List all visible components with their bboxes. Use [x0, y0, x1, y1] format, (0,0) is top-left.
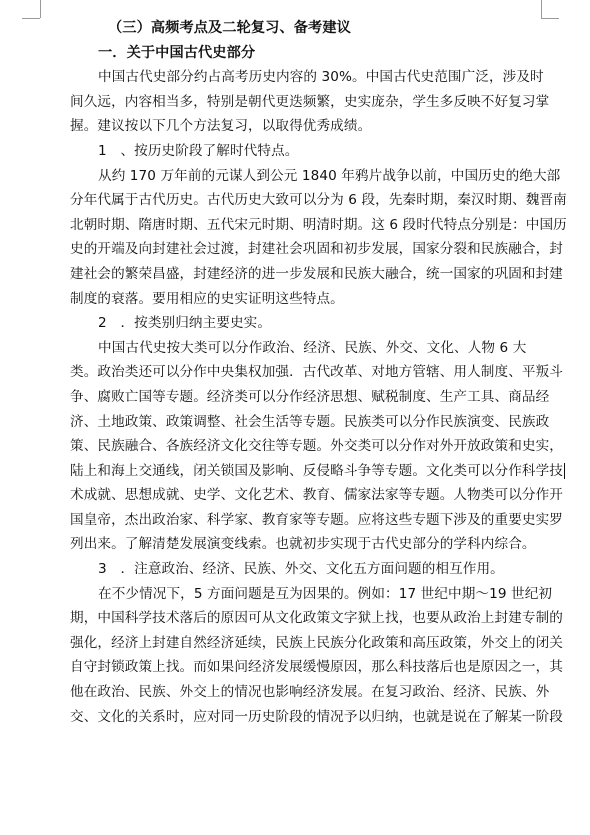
paragraph-line: 自守封锁政策上找。而如果问经济发展缓慢原因，那么科技落后也是原因之一，其 — [70, 659, 563, 676]
paragraph-line-with-cursor — [70, 459, 563, 484]
crop-mark-top-left — [22, 18, 40, 19]
crop-mark-top-left — [40, 0, 41, 18]
section-title: （三）高频考点及二轮复习、备考建议 — [108, 20, 351, 36]
paragraph-line: 期，中国科学技术落后的原因可从文化政策文字狱上找，也要从政治上封建专制的 — [70, 610, 563, 627]
paragraph-line: 分年代属于古代历史。古代历史大致可以分为 6 段，先秦时期，秦汉时期、魏晋南 — [70, 192, 567, 209]
paragraph-line: 建社会的繁荣昌盛，封建经济的进一步发展和民族大融合，统一国家的巩固和封建 — [70, 265, 563, 282]
subsection-title: 一．关于中国古代史部分 — [98, 44, 256, 61]
paragraph-line: 北朝时期、隋唐时期、五代宋元时期、明清时期。这 6 段时代特点分别是：中国历 — [70, 216, 567, 233]
paragraph-line: 在不少情况下，5 方面问题是互为因果的。例如：17 世纪中期～19 世纪初 — [98, 585, 553, 602]
paragraph-line: 制度的衰落。要用相应的史实证明这些特点。 — [70, 290, 344, 307]
paragraph-line: 策、民族融合、各族经济文化交往等专题。外交类可以分作对外开放政策和史实， — [70, 438, 563, 455]
paragraph-line: 类。政治类还可以分作中央集权加强．古代改革、对地方管辖、用人制度、平叛斗 — [70, 364, 563, 381]
paragraph-line: 史的开端及向封建社会过渡，封建社会巩固和初步发展，国家分裂和民族融合，封 — [70, 241, 563, 258]
list-heading: 1 、按历史阶段了解时代特点。 — [98, 142, 299, 159]
paragraph-line: 列出来。了解清楚发展演变线索。也就初步实现于古代史部分的学科内综合。 — [70, 536, 536, 553]
list-heading: 3 ．注意政治、经济、民族、外交、文化五方面问题的相互作用。 — [98, 561, 504, 578]
paragraph-line: 间久远，内容相当多，特别是朝代更迭频繁，史实庞杂，学生多反映不好复习掌 — [70, 93, 550, 110]
paragraph-line: 从约 170 万年前的元谋人到公元 1840 年鸦片战争以前，中国历史的绝大部 — [98, 167, 561, 184]
paragraph-line: 交、文化的关系时，应对同一历史阶段的情况予以归纳，也就是说在了解某一阶段 — [70, 708, 563, 725]
document-body[interactable] — [70, 16, 567, 729]
paragraph-line: 争、腐败亡国等专题。经济类可以分作经济思想、赋税制度、生产工具、商品经 — [70, 388, 550, 405]
text-cursor — [564, 463, 565, 479]
list-heading: 2 ．按类别归纳主要史实。 — [98, 315, 272, 332]
paragraph-line: 中国古代史按大类可以分作政治、经济、民族、外交、文化、人物 6 大 — [98, 339, 527, 356]
paragraph-line: 济、土地政策、政策调整、社会生活等专题。民族类可以分作民族演变、民族政 — [70, 413, 550, 430]
paragraph-line: 国皇帝，杰出政治家、科学家、教育家等专题。应将这些专题下涉及的重要史实罗 — [70, 511, 563, 528]
paragraph-line: 握。建议按以下几个方法复习，以取得优秀成绩。 — [70, 118, 372, 135]
paragraph-line: 术成就、思想成就、史学、文化艺术、教育、儒家法家等专题。人物类可以分作开 — [70, 487, 563, 504]
paragraph-line-text: 陆上和海上交通线，闭关锁国及影响、反侵略斗争等专题。文化类可以分作科学技 — [70, 462, 563, 479]
paragraph-line: 中国古代史部分约占高考历史内容的 30%。中国古代史范围广泛，涉及时 — [98, 69, 544, 86]
paragraph-line: 强化，经济上封建自然经济延续，民族上民族分化政策和高压政策，外交上的闭关 — [70, 634, 563, 651]
paragraph-line: 他在政治、民族、外交上的情况也影响经济发展。在复习政治、经济、民族、外 — [70, 684, 550, 701]
